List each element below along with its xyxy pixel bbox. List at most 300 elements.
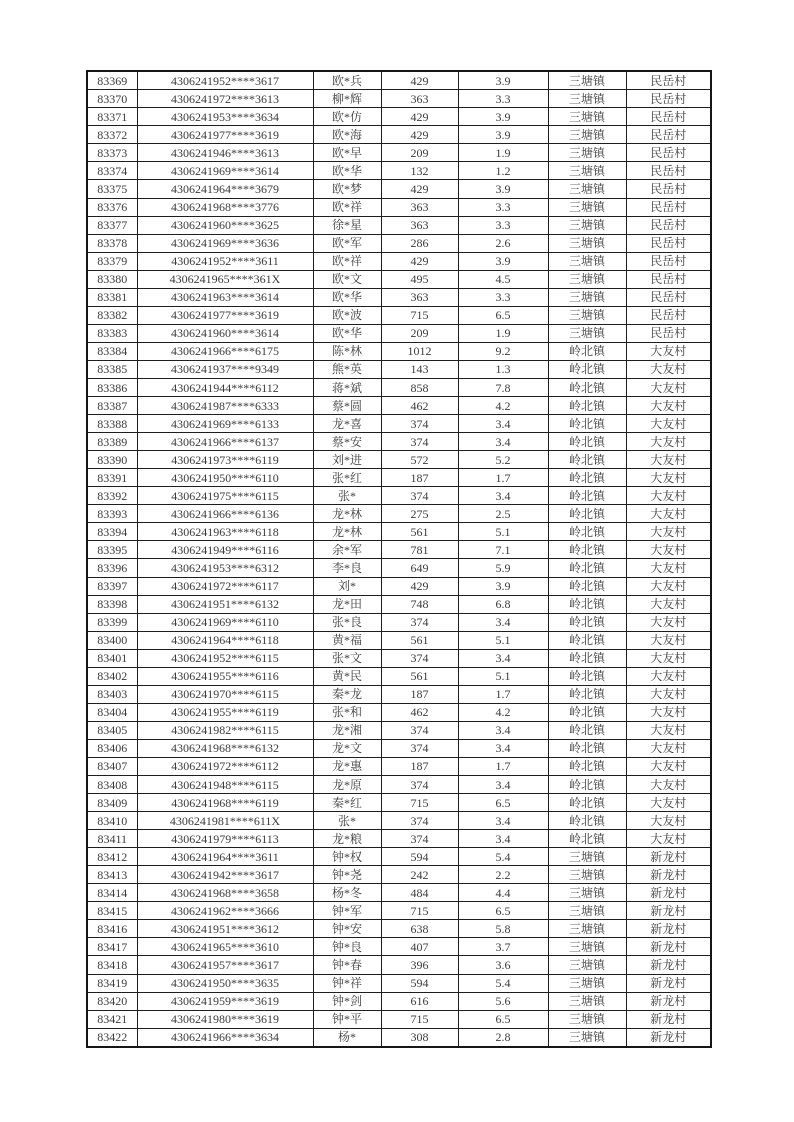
table-row [87, 757, 711, 775]
cell-amount: 209 [381, 144, 458, 162]
cell-town: 岭北镇 [548, 613, 626, 631]
cell-secondary-amount: 3.4 [458, 739, 548, 757]
cell-id-number: 4306241981****611X [137, 812, 313, 830]
table-row [87, 830, 711, 848]
cell-secondary-amount: 5.1 [458, 523, 548, 541]
cell-person-name: 李*良 [313, 559, 381, 577]
cell-secondary-amount: 5.4 [458, 848, 548, 866]
cell-sequence-number: 83383 [87, 324, 137, 342]
table-row [87, 342, 711, 360]
table-row [87, 180, 711, 198]
cell-sequence-number: 83380 [87, 270, 137, 288]
cell-secondary-amount: 2.8 [458, 1028, 548, 1047]
cell-person-name: 钟*权 [313, 848, 381, 866]
table-row [87, 992, 711, 1010]
cell-secondary-amount: 3.3 [458, 198, 548, 216]
cell-id-number: 4306241952****3617 [137, 71, 313, 90]
table-row [87, 487, 711, 505]
cell-amount: 429 [381, 71, 458, 90]
cell-person-name: 欧*华 [313, 162, 381, 180]
cell-village: 大友村 [626, 613, 711, 631]
cell-secondary-amount: 5.6 [458, 992, 548, 1010]
table-row [87, 1028, 711, 1047]
cell-secondary-amount: 5.1 [458, 631, 548, 649]
cell-sequence-number: 83379 [87, 252, 137, 270]
cell-id-number: 4306241972****3613 [137, 90, 313, 108]
cell-id-number: 4306241966****6136 [137, 505, 313, 523]
cell-town: 岭北镇 [548, 703, 626, 721]
table-row [87, 126, 711, 144]
cell-town: 岭北镇 [548, 415, 626, 433]
table-row [87, 649, 711, 667]
cell-id-number: 4306241968****6132 [137, 739, 313, 757]
cell-secondary-amount: 1.9 [458, 324, 548, 342]
cell-sequence-number: 83390 [87, 451, 137, 469]
cell-town: 岭北镇 [548, 378, 626, 396]
cell-amount: 187 [381, 685, 458, 703]
cell-id-number: 4306241951****3612 [137, 920, 313, 938]
cell-id-number: 4306241942****3617 [137, 866, 313, 884]
cell-sequence-number: 83408 [87, 776, 137, 794]
cell-id-number: 4306241969****3636 [137, 234, 313, 252]
table-row [87, 451, 711, 469]
cell-town: 三塘镇 [548, 866, 626, 884]
cell-town: 三塘镇 [548, 288, 626, 306]
cell-id-number: 4306241965****361X [137, 270, 313, 288]
cell-id-number: 4306241944****6112 [137, 378, 313, 396]
cell-sequence-number: 83387 [87, 397, 137, 415]
cell-person-name: 欧*梦 [313, 180, 381, 198]
table-row [87, 685, 711, 703]
cell-sequence-number: 83374 [87, 162, 137, 180]
cell-town: 岭北镇 [548, 757, 626, 775]
cell-amount: 715 [381, 794, 458, 812]
cell-sequence-number: 83395 [87, 541, 137, 559]
table-row [87, 198, 711, 216]
table-row [87, 216, 711, 234]
cell-sequence-number: 83396 [87, 559, 137, 577]
cell-village: 新龙村 [626, 992, 711, 1010]
cell-village: 民岳村 [626, 216, 711, 234]
cell-town: 岭北镇 [548, 342, 626, 360]
cell-sequence-number: 83413 [87, 866, 137, 884]
table-row [87, 848, 711, 866]
cell-sequence-number: 83411 [87, 830, 137, 848]
cell-secondary-amount: 1.7 [458, 469, 548, 487]
cell-amount: 462 [381, 703, 458, 721]
cell-town: 三塘镇 [548, 216, 626, 234]
cell-village: 大友村 [626, 415, 711, 433]
cell-village: 大友村 [626, 721, 711, 739]
cell-id-number: 4306241949****6116 [137, 541, 313, 559]
cell-id-number: 4306241966****6175 [137, 342, 313, 360]
cell-id-number: 4306241973****6119 [137, 451, 313, 469]
cell-person-name: 秦*龙 [313, 685, 381, 703]
cell-sequence-number: 83393 [87, 505, 137, 523]
cell-person-name: 黄*福 [313, 631, 381, 649]
table-row [87, 234, 711, 252]
cell-person-name: 杨*冬 [313, 884, 381, 902]
table-row [87, 866, 711, 884]
cell-amount: 396 [381, 956, 458, 974]
cell-id-number: 4306241959****3619 [137, 992, 313, 1010]
cell-person-name: 龙*林 [313, 523, 381, 541]
cell-village: 民岳村 [626, 108, 711, 126]
cell-village: 大友村 [626, 794, 711, 812]
cell-secondary-amount: 6.5 [458, 902, 548, 920]
cell-amount: 649 [381, 559, 458, 577]
cell-sequence-number: 83370 [87, 90, 137, 108]
cell-secondary-amount: 3.9 [458, 126, 548, 144]
cell-id-number: 4306241953****3634 [137, 108, 313, 126]
cell-town: 岭北镇 [548, 667, 626, 685]
cell-sequence-number: 83394 [87, 523, 137, 541]
cell-id-number: 4306241963****6118 [137, 523, 313, 541]
cell-town: 岭北镇 [548, 812, 626, 830]
cell-town: 岭北镇 [548, 577, 626, 595]
cell-amount: 363 [381, 198, 458, 216]
cell-sequence-number: 83399 [87, 613, 137, 631]
cell-amount: 407 [381, 938, 458, 956]
cell-sequence-number: 83419 [87, 974, 137, 992]
cell-id-number: 4306241952****3611 [137, 252, 313, 270]
cell-sequence-number: 83388 [87, 415, 137, 433]
cell-amount: 363 [381, 216, 458, 234]
cell-village: 大友村 [626, 378, 711, 396]
cell-person-name: 龙*田 [313, 595, 381, 613]
cell-id-number: 4306241950****3635 [137, 974, 313, 992]
cell-sequence-number: 83398 [87, 595, 137, 613]
cell-village: 新龙村 [626, 866, 711, 884]
table-body [87, 71, 711, 1047]
table-row [87, 433, 711, 451]
table-row [87, 270, 711, 288]
table-row [87, 794, 711, 812]
cell-village: 新龙村 [626, 848, 711, 866]
cell-amount: 429 [381, 577, 458, 595]
cell-person-name: 蔡*圆 [313, 397, 381, 415]
table-row [87, 884, 711, 902]
cell-village: 民岳村 [626, 126, 711, 144]
cell-village: 大友村 [626, 360, 711, 378]
cell-town: 三塘镇 [548, 992, 626, 1010]
cell-amount: 715 [381, 902, 458, 920]
table-row [87, 306, 711, 324]
cell-village: 大友村 [626, 577, 711, 595]
cell-person-name: 钟*安 [313, 920, 381, 938]
cell-id-number: 4306241965****3610 [137, 938, 313, 956]
cell-secondary-amount: 4.5 [458, 270, 548, 288]
cell-sequence-number: 83400 [87, 631, 137, 649]
cell-village: 大友村 [626, 342, 711, 360]
cell-sequence-number: 83409 [87, 794, 137, 812]
cell-village: 大友村 [626, 703, 711, 721]
cell-town: 岭北镇 [548, 487, 626, 505]
cell-sequence-number: 83385 [87, 360, 137, 378]
cell-village: 大友村 [626, 812, 711, 830]
cell-person-name: 张* [313, 812, 381, 830]
cell-town: 三塘镇 [548, 938, 626, 956]
table-row [87, 559, 711, 577]
cell-secondary-amount: 4.2 [458, 703, 548, 721]
cell-town: 三塘镇 [548, 848, 626, 866]
cell-village: 大友村 [626, 649, 711, 667]
cell-town: 三塘镇 [548, 270, 626, 288]
cell-secondary-amount: 6.5 [458, 794, 548, 812]
cell-town: 岭北镇 [548, 360, 626, 378]
cell-secondary-amount: 3.7 [458, 938, 548, 956]
table-row [87, 577, 711, 595]
cell-secondary-amount: 4.2 [458, 397, 548, 415]
cell-id-number: 4306241964****3679 [137, 180, 313, 198]
cell-amount: 495 [381, 270, 458, 288]
cell-village: 大友村 [626, 739, 711, 757]
table-row [87, 288, 711, 306]
cell-sequence-number: 83416 [87, 920, 137, 938]
cell-amount: 572 [381, 451, 458, 469]
table-row [87, 505, 711, 523]
cell-person-name: 刘*进 [313, 451, 381, 469]
cell-secondary-amount: 3.4 [458, 812, 548, 830]
cell-sequence-number: 83421 [87, 1010, 137, 1028]
table-row [87, 523, 711, 541]
cell-village: 民岳村 [626, 71, 711, 90]
cell-sequence-number: 83418 [87, 956, 137, 974]
cell-id-number: 4306241964****6118 [137, 631, 313, 649]
cell-person-name: 张*红 [313, 469, 381, 487]
cell-town: 三塘镇 [548, 252, 626, 270]
table-row [87, 108, 711, 126]
table-row [87, 667, 711, 685]
cell-person-name: 陈*林 [313, 342, 381, 360]
cell-person-name: 龙*喜 [313, 415, 381, 433]
cell-amount: 363 [381, 90, 458, 108]
cell-secondary-amount: 3.4 [458, 649, 548, 667]
cell-secondary-amount: 3.4 [458, 433, 548, 451]
table-row [87, 703, 711, 721]
cell-secondary-amount: 5.4 [458, 974, 548, 992]
cell-person-name: 欧*军 [313, 234, 381, 252]
cell-village: 大友村 [626, 523, 711, 541]
cell-secondary-amount: 1.7 [458, 685, 548, 703]
cell-person-name: 欧*海 [313, 126, 381, 144]
cell-amount: 484 [381, 884, 458, 902]
cell-amount: 374 [381, 739, 458, 757]
cell-person-name: 钟*尧 [313, 866, 381, 884]
cell-amount: 429 [381, 180, 458, 198]
cell-town: 三塘镇 [548, 180, 626, 198]
cell-id-number: 4306241960****3614 [137, 324, 313, 342]
cell-secondary-amount: 5.2 [458, 451, 548, 469]
cell-person-name: 熊*英 [313, 360, 381, 378]
cell-town: 岭北镇 [548, 739, 626, 757]
cell-sequence-number: 83389 [87, 433, 137, 451]
cell-id-number: 4306241955****6119 [137, 703, 313, 721]
cell-town: 岭北镇 [548, 685, 626, 703]
table-row [87, 938, 711, 956]
cell-village: 新龙村 [626, 920, 711, 938]
cell-person-name: 钟*良 [313, 938, 381, 956]
cell-secondary-amount: 5.1 [458, 667, 548, 685]
cell-sequence-number: 83382 [87, 306, 137, 324]
cell-secondary-amount: 3.4 [458, 830, 548, 848]
cell-amount: 462 [381, 397, 458, 415]
cell-village: 新龙村 [626, 1028, 711, 1047]
cell-village: 民岳村 [626, 162, 711, 180]
cell-town: 岭北镇 [548, 794, 626, 812]
cell-id-number: 4306241980****3619 [137, 1010, 313, 1028]
cell-amount: 561 [381, 523, 458, 541]
cell-amount: 275 [381, 505, 458, 523]
cell-id-number: 4306241970****6115 [137, 685, 313, 703]
cell-person-name: 张* [313, 487, 381, 505]
cell-town: 三塘镇 [548, 234, 626, 252]
cell-id-number: 4306241968****3776 [137, 198, 313, 216]
cell-amount: 748 [381, 595, 458, 613]
cell-village: 大友村 [626, 433, 711, 451]
cell-sequence-number: 83397 [87, 577, 137, 595]
cell-person-name: 刘* [313, 577, 381, 595]
cell-town: 三塘镇 [548, 144, 626, 162]
cell-amount: 242 [381, 866, 458, 884]
table-row [87, 956, 711, 974]
cell-village: 新龙村 [626, 938, 711, 956]
cell-person-name: 蒋*斌 [313, 378, 381, 396]
cell-village: 民岳村 [626, 324, 711, 342]
table-row [87, 162, 711, 180]
cell-secondary-amount: 3.4 [458, 776, 548, 794]
cell-secondary-amount: 1.9 [458, 144, 548, 162]
cell-sequence-number: 83404 [87, 703, 137, 721]
cell-village: 新龙村 [626, 974, 711, 992]
table-row [87, 739, 711, 757]
cell-village: 民岳村 [626, 252, 711, 270]
cell-id-number: 4306241972****6112 [137, 757, 313, 775]
cell-village: 民岳村 [626, 198, 711, 216]
table-row [87, 252, 711, 270]
cell-secondary-amount: 3.3 [458, 216, 548, 234]
cell-village: 民岳村 [626, 234, 711, 252]
cell-person-name: 欧*祥 [313, 252, 381, 270]
cell-secondary-amount: 6.5 [458, 1010, 548, 1028]
cell-town: 三塘镇 [548, 920, 626, 938]
cell-amount: 187 [381, 757, 458, 775]
cell-id-number: 4306241946****3613 [137, 144, 313, 162]
cell-person-name: 柳*辉 [313, 90, 381, 108]
cell-amount: 308 [381, 1028, 458, 1047]
table-row [87, 90, 711, 108]
table-row [87, 920, 711, 938]
cell-town: 三塘镇 [548, 1028, 626, 1047]
cell-village: 大友村 [626, 469, 711, 487]
cell-village: 大友村 [626, 397, 711, 415]
cell-person-name: 钟*平 [313, 1010, 381, 1028]
cell-secondary-amount: 3.9 [458, 108, 548, 126]
cell-id-number: 4306241968****6119 [137, 794, 313, 812]
cell-town: 三塘镇 [548, 90, 626, 108]
cell-amount: 374 [381, 415, 458, 433]
cell-id-number: 4306241953****6312 [137, 559, 313, 577]
cell-amount: 374 [381, 433, 458, 451]
cell-id-number: 4306241979****6113 [137, 830, 313, 848]
table-row [87, 721, 711, 739]
cell-id-number: 4306241960****3625 [137, 216, 313, 234]
cell-id-number: 4306241962****3666 [137, 902, 313, 920]
table-row [87, 595, 711, 613]
cell-secondary-amount: 3.9 [458, 252, 548, 270]
cell-amount: 374 [381, 776, 458, 794]
cell-village: 大友村 [626, 559, 711, 577]
table-row [87, 541, 711, 559]
cell-sequence-number: 83401 [87, 649, 137, 667]
cell-amount: 374 [381, 830, 458, 848]
cell-village: 新龙村 [626, 902, 711, 920]
table-row [87, 397, 711, 415]
cell-secondary-amount: 2.6 [458, 234, 548, 252]
cell-town: 岭北镇 [548, 830, 626, 848]
cell-town: 三塘镇 [548, 198, 626, 216]
cell-secondary-amount: 3.4 [458, 721, 548, 739]
cell-sequence-number: 83375 [87, 180, 137, 198]
cell-id-number: 4306241948****6115 [137, 776, 313, 794]
cell-secondary-amount: 4.4 [458, 884, 548, 902]
cell-town: 岭北镇 [548, 505, 626, 523]
cell-secondary-amount: 3.9 [458, 71, 548, 90]
cell-id-number: 4306241950****6110 [137, 469, 313, 487]
cell-id-number: 4306241969****6133 [137, 415, 313, 433]
cell-village: 民岳村 [626, 288, 711, 306]
cell-id-number: 4306241966****6137 [137, 433, 313, 451]
cell-person-name: 欧*早 [313, 144, 381, 162]
cell-village: 新龙村 [626, 1010, 711, 1028]
cell-id-number: 4306241977****3619 [137, 306, 313, 324]
cell-id-number: 4306241964****3611 [137, 848, 313, 866]
table-row [87, 1010, 711, 1028]
cell-person-name: 钟*剑 [313, 992, 381, 1010]
cell-amount: 132 [381, 162, 458, 180]
table-row [87, 469, 711, 487]
cell-person-name: 龙*湘 [313, 721, 381, 739]
cell-town: 三塘镇 [548, 162, 626, 180]
cell-sequence-number: 83391 [87, 469, 137, 487]
cell-person-name: 欧*兵 [313, 71, 381, 90]
cell-secondary-amount: 1.2 [458, 162, 548, 180]
cell-amount: 594 [381, 974, 458, 992]
cell-town: 岭北镇 [548, 433, 626, 451]
cell-town: 岭北镇 [548, 776, 626, 794]
table-row [87, 378, 711, 396]
table-row [87, 812, 711, 830]
cell-sequence-number: 83377 [87, 216, 137, 234]
cell-sequence-number: 83369 [87, 71, 137, 90]
cell-secondary-amount: 7.1 [458, 541, 548, 559]
cell-amount: 616 [381, 992, 458, 1010]
beneficiary-table [86, 70, 712, 1048]
cell-person-name: 徐*星 [313, 216, 381, 234]
cell-amount: 561 [381, 667, 458, 685]
cell-secondary-amount: 3.6 [458, 956, 548, 974]
cell-village: 大友村 [626, 595, 711, 613]
cell-amount: 781 [381, 541, 458, 559]
cell-person-name: 欧*文 [313, 270, 381, 288]
cell-sequence-number: 83407 [87, 757, 137, 775]
cell-sequence-number: 83376 [87, 198, 137, 216]
cell-village: 大友村 [626, 757, 711, 775]
table-row [87, 324, 711, 342]
table-row [87, 902, 711, 920]
cell-amount: 363 [381, 288, 458, 306]
cell-secondary-amount: 3.3 [458, 90, 548, 108]
